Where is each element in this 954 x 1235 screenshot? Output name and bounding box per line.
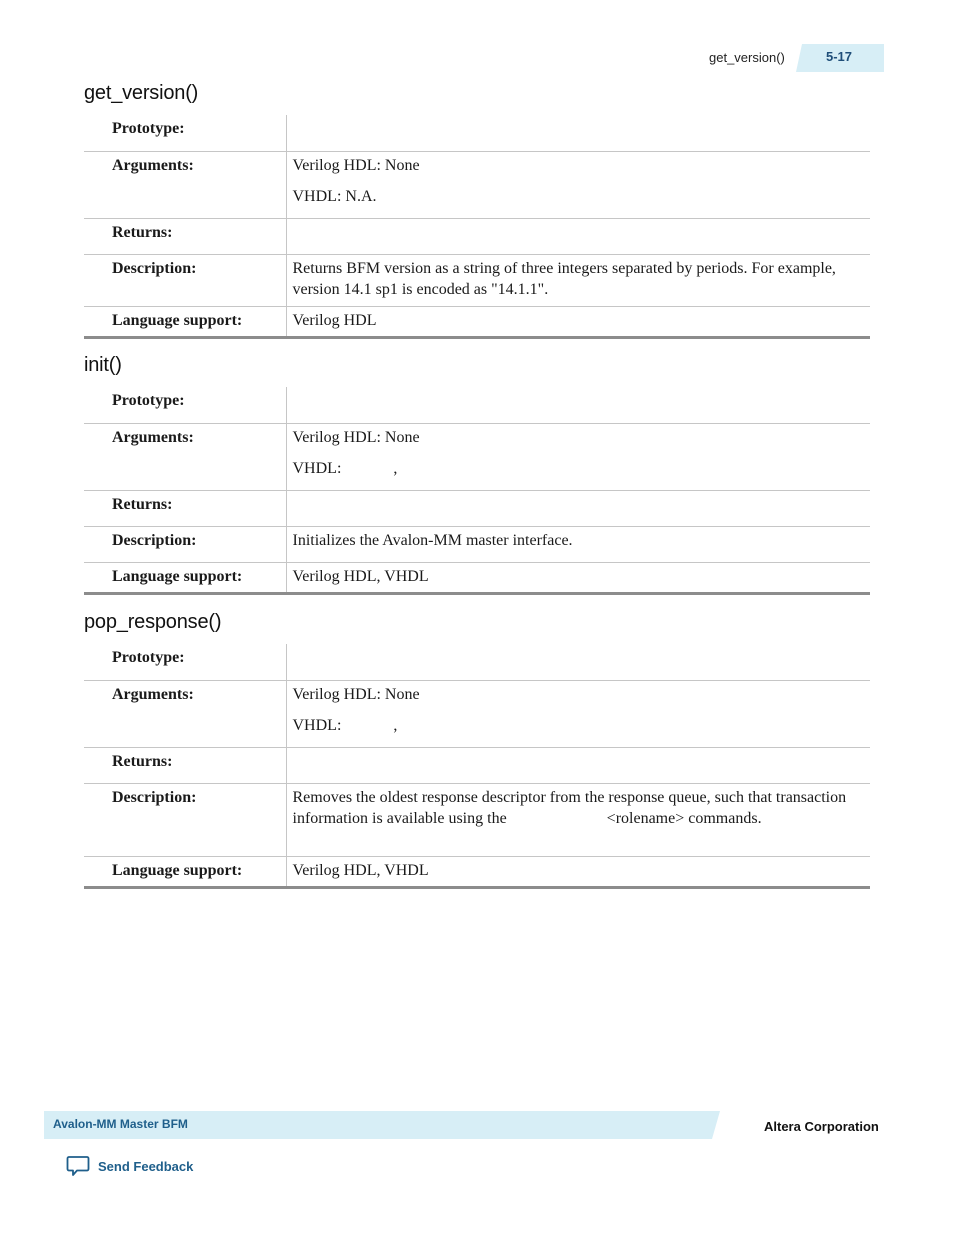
row-label: Description:: [84, 783, 286, 856]
row-label: Description:: [84, 526, 286, 562]
footer-company: Altera Corporation: [764, 1119, 879, 1134]
footer-doc-title[interactable]: Avalon-MM Master BFM: [53, 1117, 188, 1131]
row-value: [286, 747, 870, 783]
row-label: Prototype:: [112, 120, 185, 137]
section-title-pop-response: pop_response(): [84, 611, 222, 633]
row-label: Returns:: [84, 490, 286, 526]
table-row: [84, 680, 870, 747]
table-row: [84, 856, 870, 887]
table-row: [84, 115, 870, 151]
api-table-get-version: [84, 115, 870, 339]
section-title-init: init(): [84, 354, 122, 376]
row-label: Description:: [84, 254, 286, 306]
row-value: Verilog HDL: None VHDL: ,: [286, 423, 870, 490]
row-value: [286, 218, 870, 254]
row-value: Returns BFM version as a string of three integers separated by periods. For example, version 14.1 sp1 is encoded as "14.1.1".: [286, 254, 870, 306]
table-row: [84, 254, 870, 306]
table-row: [84, 387, 870, 423]
table-row: [84, 151, 870, 218]
row-label: Language support:: [84, 562, 286, 593]
row-label: Language support:: [84, 306, 286, 337]
row-label: Prototype:: [112, 649, 185, 666]
row-label: Arguments:: [84, 423, 286, 490]
running-title: get_version(): [709, 50, 785, 65]
page-number: 5-17: [826, 49, 853, 64]
row-label: Language support:: [84, 856, 286, 887]
table-row: [84, 218, 870, 254]
row-value: Verilog HDL: None VHDL: N.A.: [286, 151, 870, 218]
send-feedback-link[interactable]: [66, 1154, 193, 1178]
table-row: [84, 783, 870, 856]
table-row: [84, 526, 870, 562]
table-row: [84, 306, 870, 337]
row-value: Removes the oldest response descriptor from the response queue, such that transaction information is available using the <rolename> commands.: [286, 783, 870, 856]
row-label: Arguments:: [84, 151, 286, 218]
table-row: [84, 747, 870, 783]
api-table-pop-response: [84, 644, 870, 889]
speech-bubble-icon: [66, 1154, 90, 1178]
row-value: Verilog HDL, VHDL: [286, 856, 870, 887]
row-label: Prototype:: [112, 392, 185, 409]
row-value: Verilog HDL, VHDL: [286, 562, 870, 593]
api-table-init: [84, 387, 870, 595]
row-value: [286, 387, 870, 423]
section-title-get-version: get_version(): [84, 82, 199, 104]
row-label: Returns:: [84, 218, 286, 254]
row-label: Arguments:: [84, 680, 286, 747]
row-label: Returns:: [84, 747, 286, 783]
row-value: Initializes the Avalon-MM master interface.: [286, 526, 870, 562]
table-row: [84, 644, 870, 680]
table-row: [84, 562, 870, 593]
row-value: [286, 115, 870, 151]
send-feedback-label[interactable]: Send Feedback: [98, 1158, 194, 1174]
row-value: [286, 644, 870, 680]
row-value: Verilog HDL: [286, 306, 870, 337]
table-row: [84, 423, 870, 490]
row-value: Verilog HDL: None VHDL: ,: [286, 680, 870, 747]
table-row: [84, 490, 870, 526]
row-value: [286, 490, 870, 526]
